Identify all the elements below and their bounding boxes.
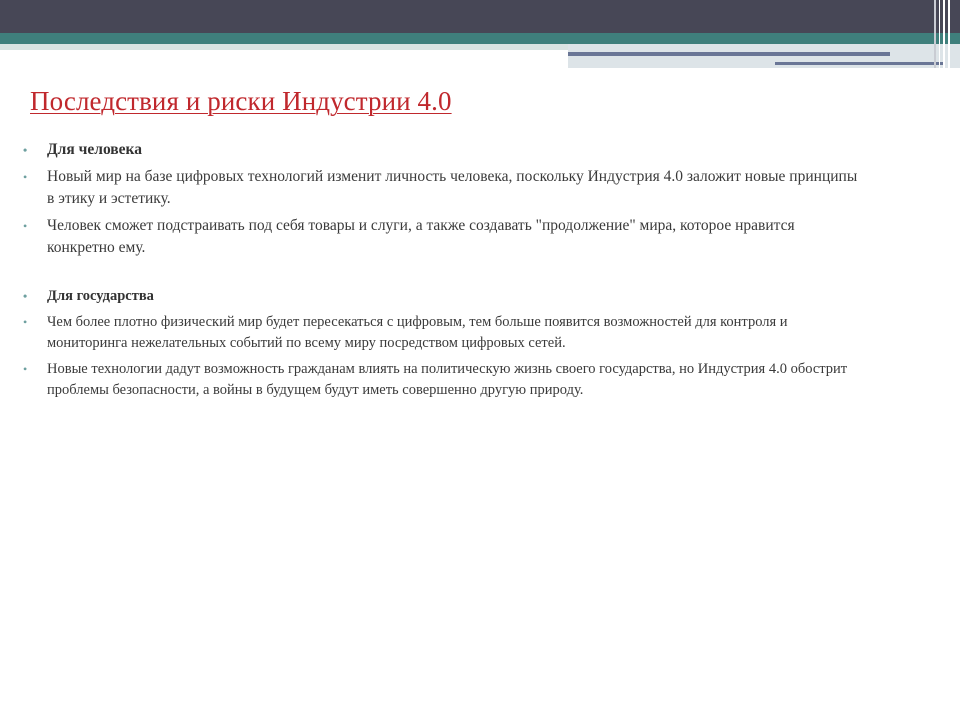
list-item-text: Новые технологии дадут возможность гражданам влиять на политическую жизнь своего государства, но Индустрия 4.0 обострит проблемы безопасности, а войны в будущем будут иметь совершенно другую природу. [47,361,848,398]
bullet-icon: • [23,143,28,157]
bullet-icon: • [23,170,28,184]
header-vertical-bars [932,0,960,68]
bullet-icon: • [23,289,28,303]
section-heading [22,286,862,307]
section-heading-text: Для человека [47,141,142,158]
header-accent-line [568,52,890,56]
header-teal-strip [0,33,960,44]
list-item-text: Чем более плотно физический мир будет пересекаться с цифровым, тем больше появится возможностей для контроля и мониторинга нежелательных событий по всему миру посредством цифровых сетей. [47,314,788,351]
list-item [22,166,862,210]
bullet-icon: • [23,362,28,376]
slide-title: Последствия и риски Индустрии 4.0 [30,86,452,116]
header-accent-line-short [775,62,945,65]
bullet-icon: • [23,315,28,329]
vertical-bar [943,0,945,68]
vertical-bar [934,0,936,68]
vertical-bar [948,0,950,68]
list-item [22,215,862,259]
list-item [22,312,862,354]
list-item-text: Новый мир на базе цифровых технологий изменит личность человека, поскольку Индустрия 4.0 заложит новые принципы в этику и эстетику. [47,168,858,207]
list-item [22,359,862,401]
vertical-bar [939,0,940,68]
slide-content [22,139,862,401]
bullet-icon: • [23,219,28,233]
section-heading [22,139,862,161]
section-heading-text: Для государства [47,288,154,304]
list-item-text: Человек сможет подстраивать под себя товары и слуги, а также создавать "продолжение" мира, которое нравится конкретно ему. [47,217,795,256]
header-dark-bar [0,0,960,33]
